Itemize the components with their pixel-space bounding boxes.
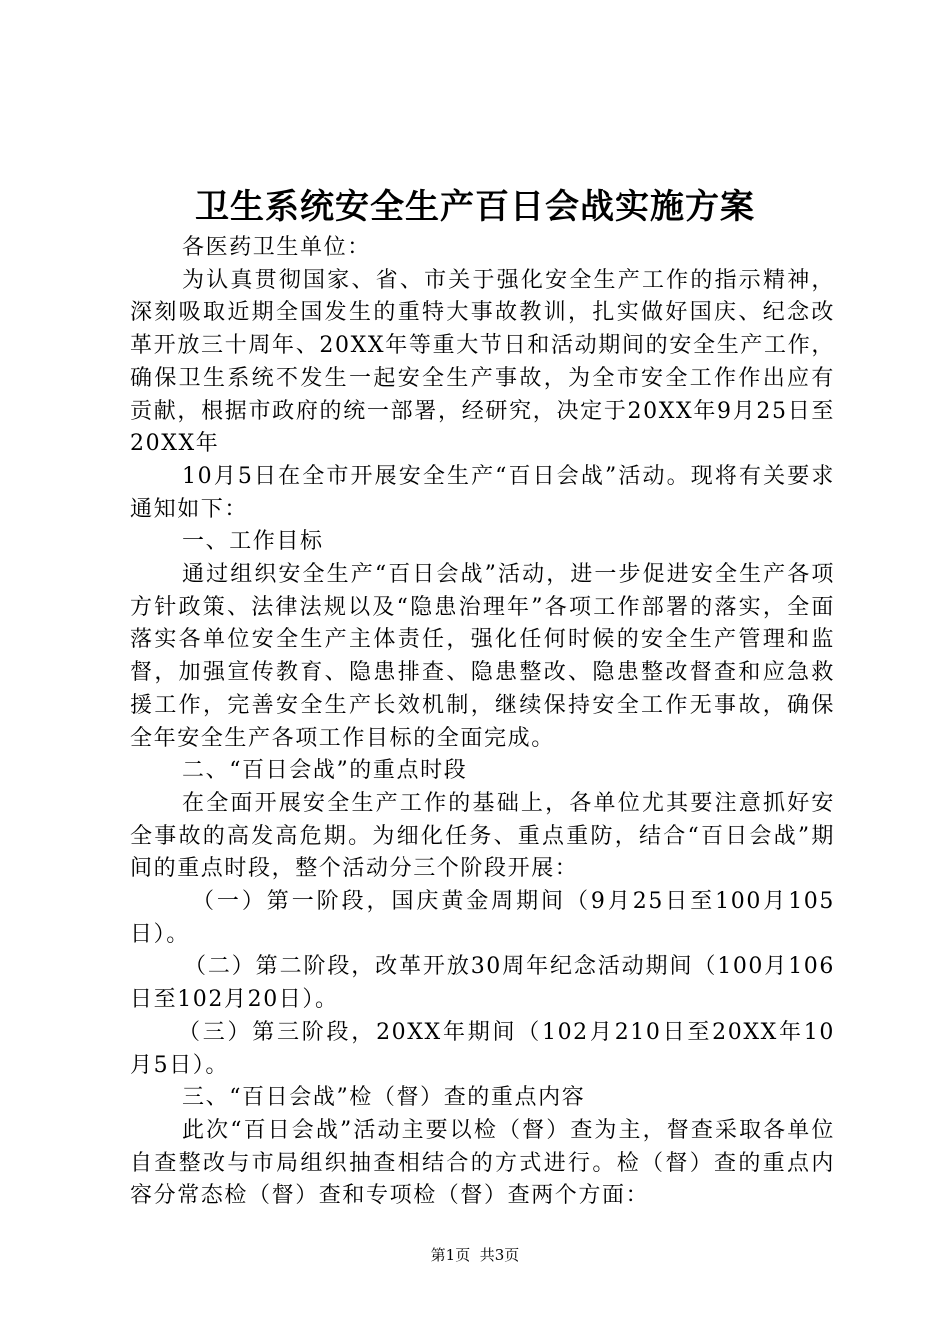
document-body <box>130 232 835 1213</box>
section-1-paragraph: 通过组织安全生产“百日会战”活动，进一步促进安全生产各项方针政策、法律法规以及“隐患治理年”各项工作部署的落实，全面落实各单位安全生产主体责任，强化任何时候的安全生产管理和监督，加强宣传教育、隐患排查、隐患整改、隐患整改督查和应急救援工作，完善安全生产长效机制，继续保持安全工作无事故，确保全年安全生产各项工作目标的全面完成。 <box>130 562 835 751</box>
page-total: 共3页 <box>479 1246 520 1264</box>
intro-paragraph: 为认真贯彻国家、省、市关于强化安全生产工作的指示精神，深刻吸取近期全国发生的重特大事故教训，扎实做好国庆、纪念改革开放三十周年、20XX年等重大节日和活动期间的安全生产工作，确保卫生系统不发生一起安全生产事故，为全市安全工作作出应有贡献，根据市政府的统一部署，经研究，决定于20XX年9月25日至20XX年 <box>130 267 835 457</box>
page-footer <box>0 1245 950 1265</box>
section-heading-2: 二、“百日会战”的重点时段 <box>182 758 468 784</box>
section-heading-1: 一、工作目标 <box>182 529 324 555</box>
phase-1-paragraph: （一）第一阶段，国庆黄金周期间（9月25日至100月105日）。 <box>130 889 835 947</box>
document-title: 卫生系统安全生产百日会战实施方案 <box>195 187 755 227</box>
section-2-paragraph: 在全面开展安全生产工作的基础上，各单位尤其要注意抓好安全事故的高发高危期。为细化任务、重点重防，结合“百日会战”期间的重点时段，整个活动分三个阶段开展： <box>130 790 835 882</box>
section-3-paragraph: 此次“百日会战”活动主要以检（督）查为主，督查采取各单位自查整改与市局组织抽查相结合的方式进行。检（督）查的重点内容分常态检（督）查和专项检（督）查两个方面： <box>130 1117 835 1209</box>
phase-3-paragraph: （三）第三阶段，20XX年期间（102月210日至20XX年10月5日）。 <box>130 1019 835 1078</box>
intro-continuation-paragraph: 10月5日在全市开展安全生产“百日会战”活动。现将有关要求通知如下： <box>130 463 835 522</box>
page-number: 第1页 <box>430 1246 471 1264</box>
section-heading-3: 三、“百日会战”检（督）查的重点内容 <box>182 1085 586 1111</box>
salutation-paragraph: 各医药卫生单位： <box>182 235 371 260</box>
phase-2-paragraph: （二）第二阶段，改革开放30周年纪念活动期间（100月106日至102月20日）。 <box>130 954 835 1013</box>
footer-spacer <box>470 1246 480 1264</box>
